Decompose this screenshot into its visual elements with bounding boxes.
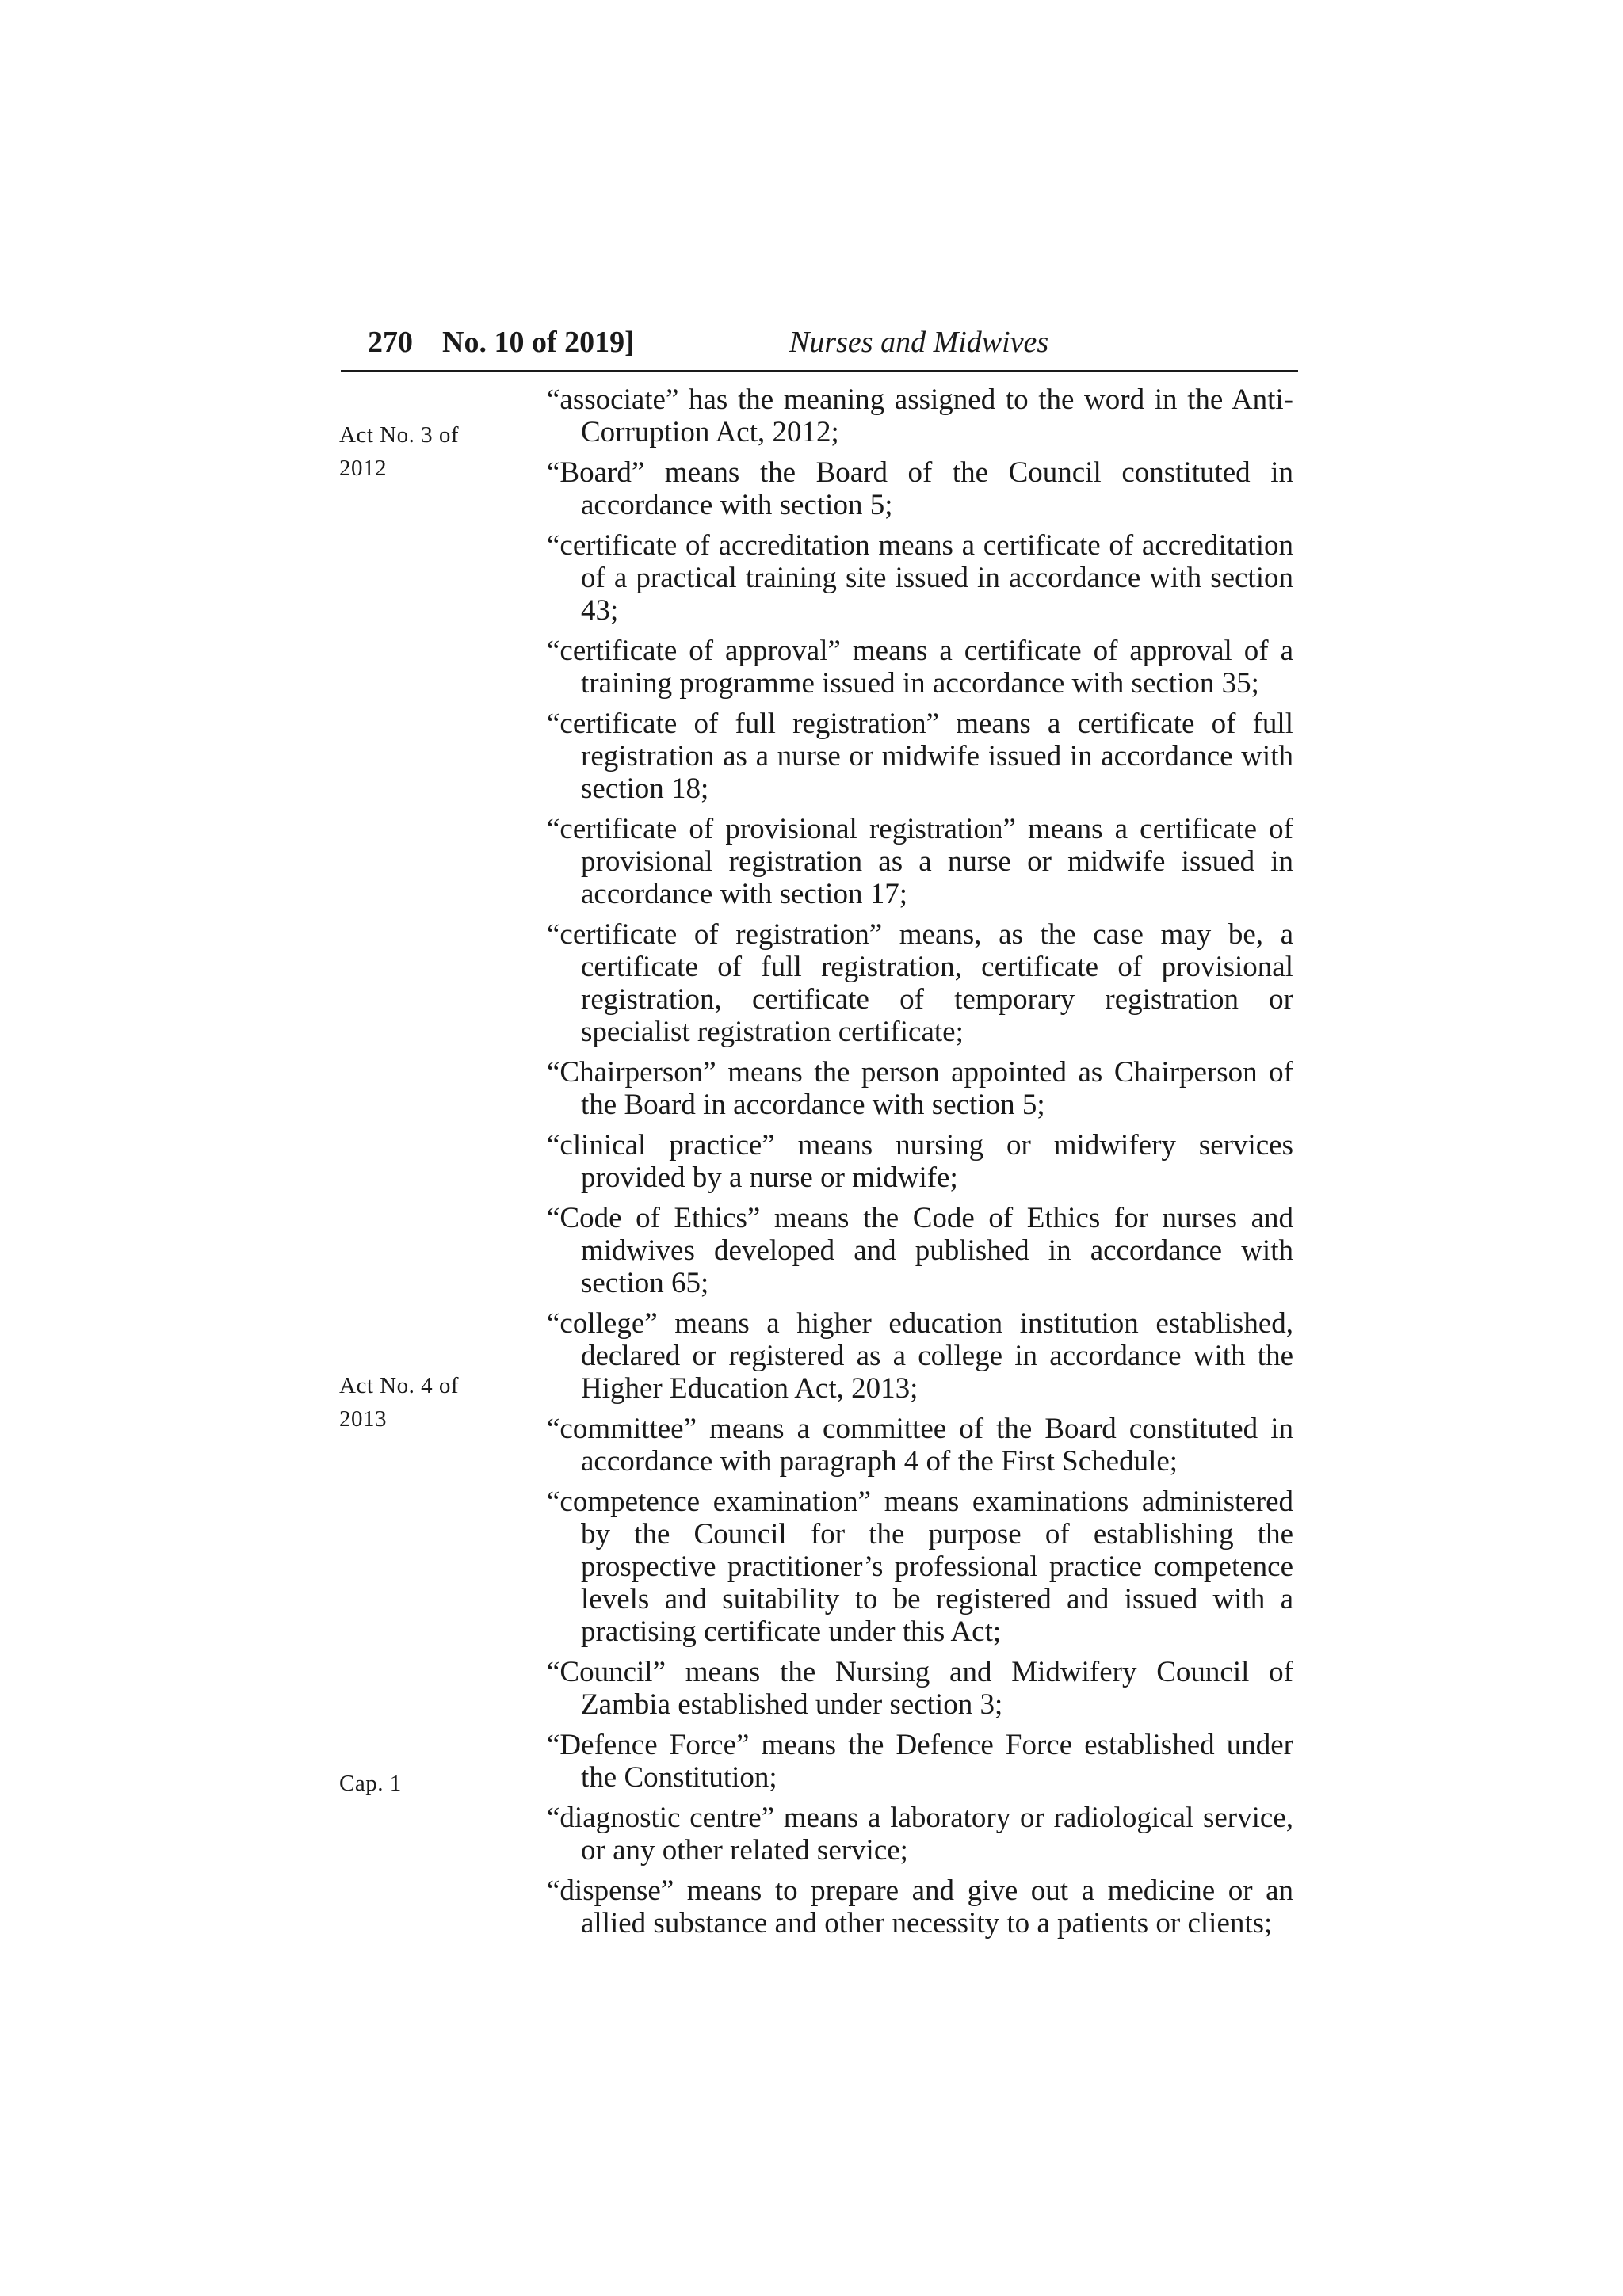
definition-college: “college” means a higher education institution established, declared or registered as a college in accordance with the Higher Education Act, 2013;: [547, 1307, 1293, 1405]
running-title: Nurses and Midwives: [789, 326, 1049, 359]
definitions-list: [547, 383, 1293, 1947]
margin-note-line: Cap. 1: [339, 1771, 402, 1796]
definition-certificate-of-registration: “certificate of registration” means, as the case may be, a certificate of full registration, certificate of provisional registration, certificate of temporary registration or specialist registration certificate;: [547, 918, 1293, 1048]
definition-certificate-of-approval: “certificate of approval” means a certificate of approval of a training programme issued in accordance with section 35;: [547, 635, 1293, 700]
definition-code-of-ethics: “Code of Ethics” means the Code of Ethics for nurses and midwives developed and published in accordance with section 65;: [547, 1202, 1293, 1299]
definition-certificate-of-accreditation: “certificate of accreditation means a certificate of accreditation of a practical training site issued in accordance with section 43;: [547, 529, 1293, 627]
page-number: 270: [368, 326, 413, 359]
definition-clinical-practice: “clinical practice” means nursing or midwifery services provided by a nurse or midwife;: [547, 1129, 1293, 1194]
definition-committee: “committee” means a committee of the Board constituted in accordance with paragraph 4 of the First Schedule;: [547, 1413, 1293, 1478]
definition-diagnostic-centre: “diagnostic centre” means a laboratory or radiological service, or any other related service;: [547, 1802, 1293, 1867]
definition-dispense: “dispense” means to prepare and give out a medicine or an allied substance and other necessity to a patients or clients;: [547, 1875, 1293, 1939]
definition-chairperson: “Chairperson” means the person appointed as Chairperson of the Board in accordance with section 5;: [547, 1056, 1293, 1121]
definition-certificate-of-provisional-registration: “certificate of provisional registration” means a certificate of provisional registration as a nurse or midwife issued in accordance with section 17;: [547, 813, 1293, 910]
margin-note-act-4-2013: [339, 1369, 498, 1436]
definition-council: “Council” means the Nursing and Midwifery Council of Zambia established under section 3;: [547, 1656, 1293, 1721]
definition-board: “Board” means the Board of the Council constituted in accordance with section 5;: [547, 456, 1293, 521]
page-header: [341, 321, 1298, 372]
margin-note-line: Act No. 4 of: [339, 1373, 459, 1398]
margin-note-cap-1: [339, 1767, 498, 1800]
margin-note-line: Act No. 3 of: [339, 422, 459, 448]
definition-competence-examination: “competence examination” means examinations administered by the Council for the purpose of establishing the prospective practitioner’s professional practice competence levels and suitability to be registered and issued with a practising certificate under this Act;: [547, 1486, 1293, 1648]
definition-certificate-of-full-registration: “certificate of full registration” means a certificate of full registration as a nurse or midwife issued in accordance with section 18;: [547, 707, 1293, 805]
margin-note-line: 2013: [339, 1406, 387, 1432]
act-number: No. 10 of 2019]: [442, 326, 635, 359]
margin-note-act-3-2012: [339, 418, 498, 485]
definition-associate: “associate” has the meaning assigned to the word in the Anti-Corruption Act, 2012;: [547, 383, 1293, 448]
margin-note-line: 2012: [339, 456, 387, 481]
definition-defence-force: “Defence Force” means the Defence Force established under the Constitution;: [547, 1729, 1293, 1794]
